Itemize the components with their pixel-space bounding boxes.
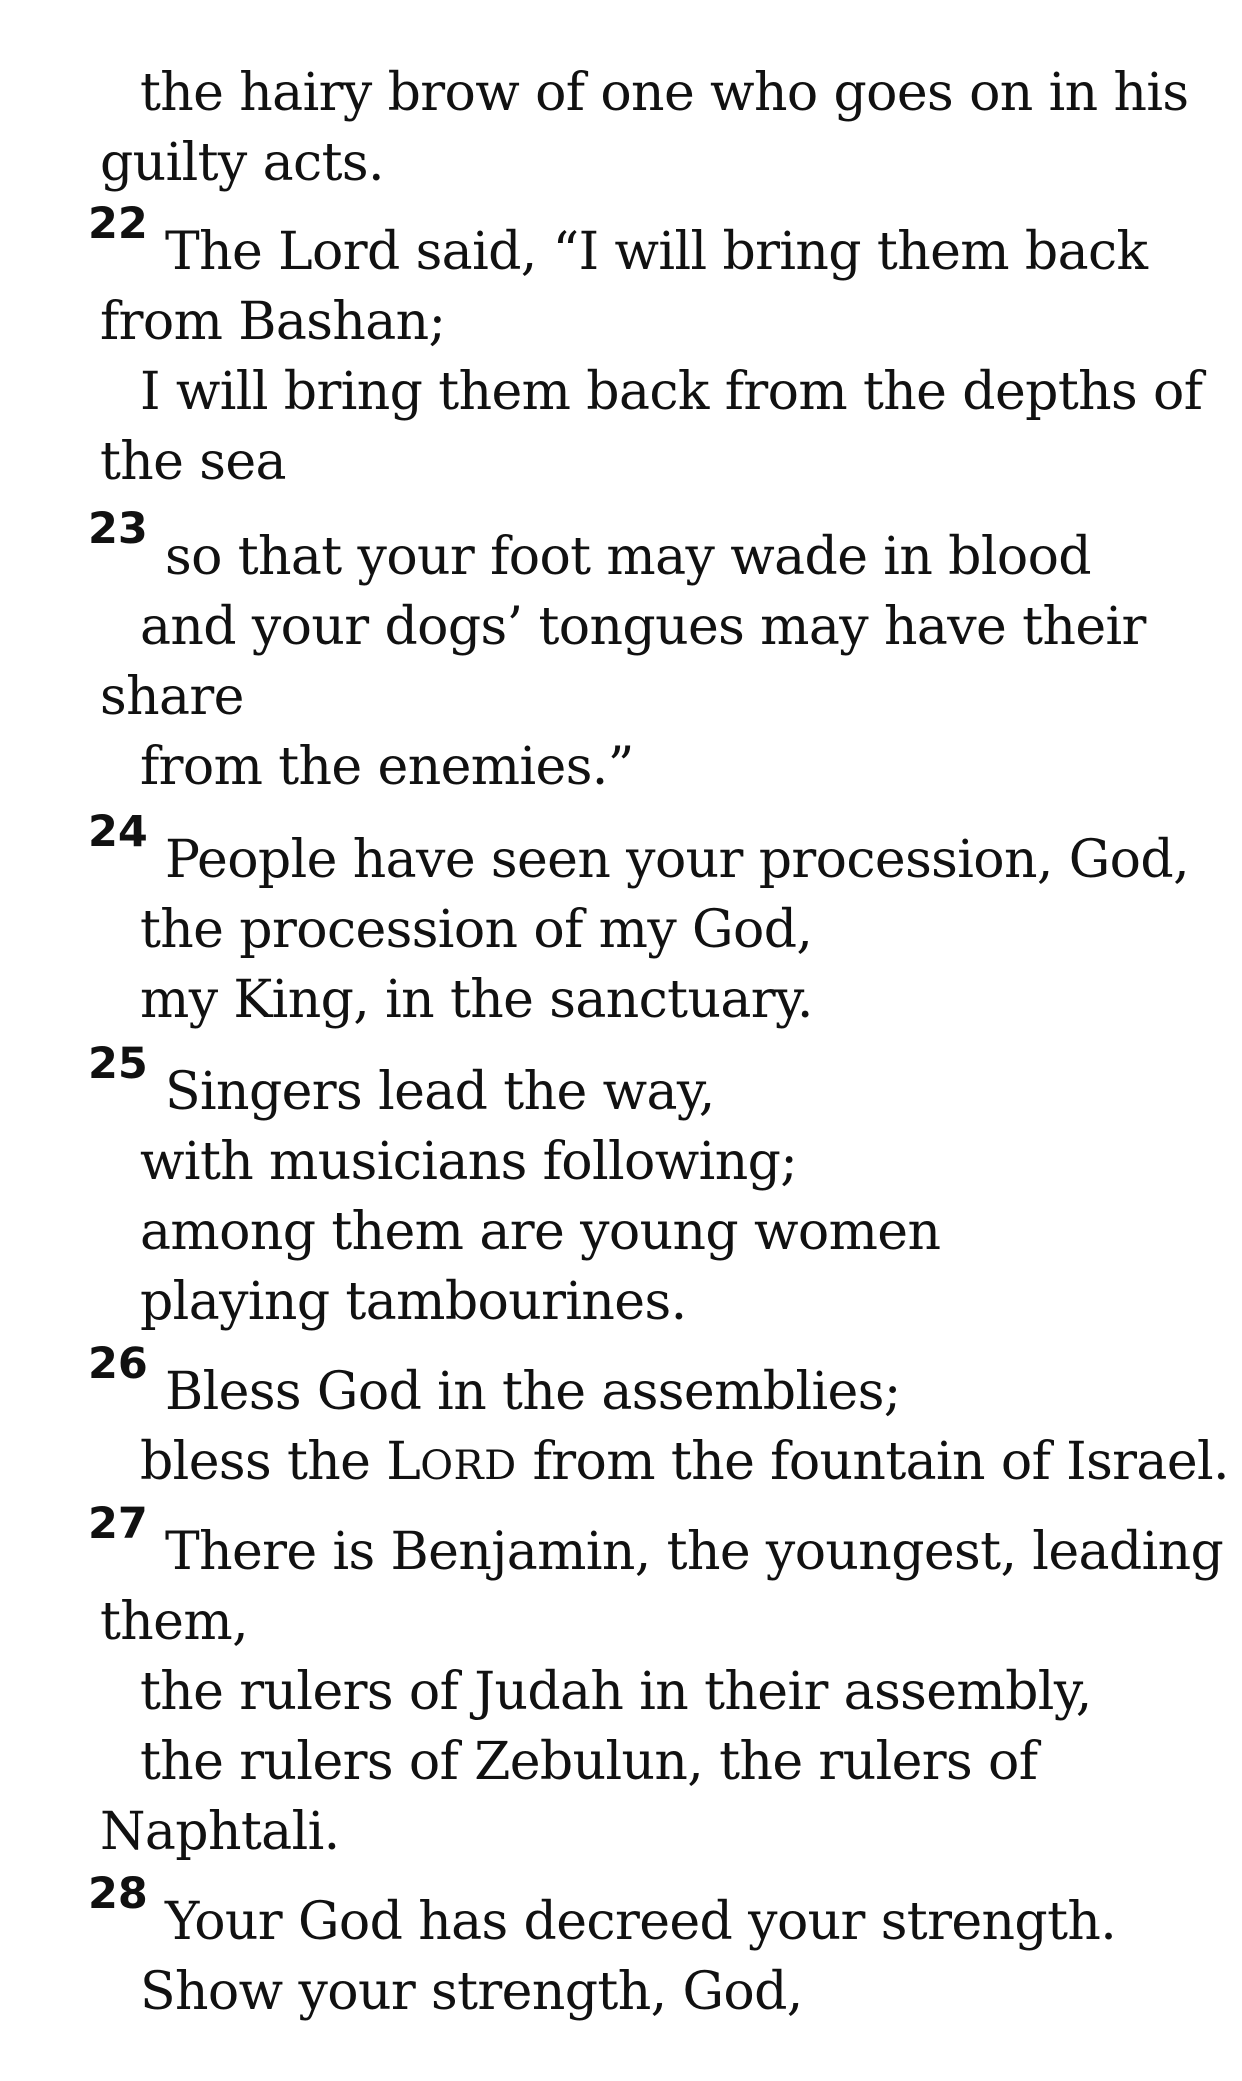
verse-line: People have seen your procession, God,: [165, 830, 1190, 890]
verse-line: share: [100, 667, 244, 727]
verse-line: the procession of my God,: [140, 900, 813, 960]
verse-line: Naphtali.: [100, 1802, 340, 1862]
verse-line: the rulers of Judah in their assembly,: [140, 1662, 1092, 1722]
verse-line: the sea: [100, 432, 286, 492]
verse-text: from the fountain of Israel.: [516, 1432, 1229, 1492]
verse-line: [140, 1432, 1229, 1496]
verse-number: 25: [88, 1039, 148, 1089]
verse-line: with musicians following;: [140, 1132, 798, 1192]
verse-line: my King, in the sanctuary.: [140, 970, 813, 1030]
verse-line: Singers lead the way,: [165, 1062, 715, 1122]
verse-line: playing tambourines.: [140, 1272, 687, 1332]
verse-line: Bless God in the assemblies;: [165, 1362, 901, 1422]
verse-line: so that your foot may wade in blood: [165, 527, 1091, 587]
verse-line: and your dogs’ tongues may have their: [140, 597, 1146, 657]
verse-line: guilty acts.: [100, 133, 384, 193]
verse-line: the rulers of Zebulun, the rulers of: [140, 1732, 1038, 1792]
verse-number: 22: [88, 199, 148, 249]
verse-line: from Bashan;: [100, 292, 446, 352]
divine-name: L: [386, 1432, 421, 1492]
verse-line: I will bring them back from the depths of: [140, 362, 1203, 422]
verse-number: 26: [88, 1339, 148, 1389]
verse-line: Your God has decreed your strength.: [165, 1892, 1117, 1952]
verse-number: 27: [88, 1499, 148, 1549]
verse-line: them,: [100, 1592, 248, 1652]
verse-line: among them are young women: [140, 1202, 941, 1262]
verse-line: the hairy brow of one who goes on in his: [140, 63, 1189, 123]
verse-number: 24: [88, 807, 148, 857]
divine-name-small-caps: ORD: [420, 1443, 517, 1489]
verse-line: from the enemies.”: [140, 737, 634, 797]
verse-line: Show your strength, God,: [140, 1962, 803, 2022]
verse-text: bless the: [140, 1432, 387, 1492]
verse-number: 28: [88, 1869, 148, 1919]
verse-number: 23: [88, 504, 148, 554]
verse-line: There is Benjamin, the youngest, leading: [165, 1522, 1224, 1582]
verse-line: The Lord said, “I will bring them back: [165, 222, 1148, 282]
